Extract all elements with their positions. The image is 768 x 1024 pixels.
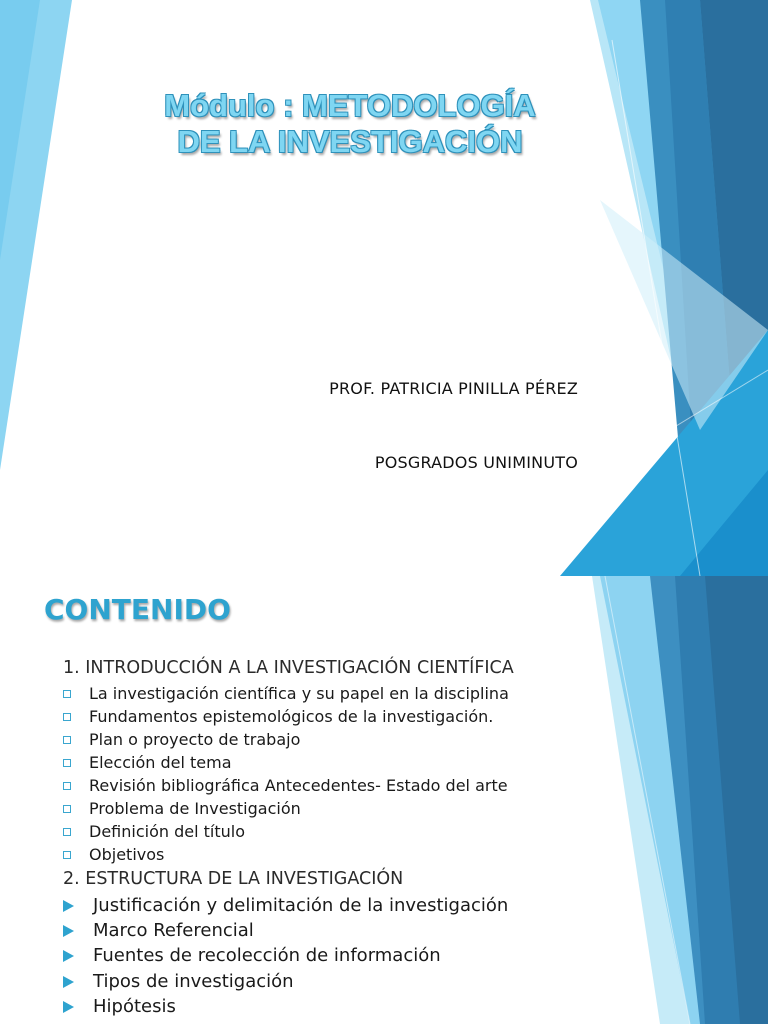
list-item-text: Fuentes de recolección de información xyxy=(93,945,441,966)
list-item xyxy=(63,707,493,726)
list-item xyxy=(63,822,245,841)
square-bullet-icon xyxy=(63,828,71,836)
list-item-text: Revisión bibliográfica Antecedentes- Estado del arte xyxy=(89,776,508,795)
list-item-text: Definición del título xyxy=(89,822,245,841)
professor-name: PROF. PATRICIA PINILLA PÉREZ xyxy=(329,379,578,398)
section-1-heading: 1. INTRODUCCIÓN A LA INVESTIGACIÓN CIENTÍFICA xyxy=(63,658,514,678)
list-item xyxy=(63,845,164,864)
section-2-heading: 2. ESTRUCTURA DE LA INVESTIGACIÓN xyxy=(63,869,404,889)
list-item-text: Fundamentos epistemológicos de la investigación. xyxy=(89,707,494,726)
list-item xyxy=(63,799,301,818)
presentation-title xyxy=(130,88,570,160)
square-bullet-icon xyxy=(63,805,71,813)
list-item-text: Elección del tema xyxy=(89,753,232,772)
contents-heading: CONTENIDO xyxy=(44,593,231,626)
list-item xyxy=(63,971,294,992)
content-slide xyxy=(0,576,768,1024)
list-item-text: Marco Referencial xyxy=(93,920,254,941)
title-line-1: Módulo : METODOLOGÍA xyxy=(164,88,536,123)
square-bullet-icon xyxy=(63,782,71,790)
list-item-text: La investigación científica y su papel en la disciplina xyxy=(89,684,509,703)
list-item xyxy=(63,730,300,749)
list-item-text: Justificación y delimitación de la investigación xyxy=(93,895,509,916)
list-item xyxy=(63,776,508,795)
triangle-bullet-icon xyxy=(63,900,74,912)
triangle-bullet-icon xyxy=(63,1001,74,1013)
list-item-text: Plan o proyecto de trabajo xyxy=(89,730,301,749)
list-item xyxy=(63,920,254,941)
list-item xyxy=(63,753,232,772)
list-item-text: Hipótesis xyxy=(93,996,176,1017)
list-item-text: Problema de Investigación xyxy=(89,799,301,818)
square-bullet-icon xyxy=(63,851,71,859)
list-item xyxy=(63,684,509,703)
title-line-2: DE LA INVESTIGACIÓN xyxy=(177,124,523,159)
triangle-bullet-icon xyxy=(63,976,74,988)
square-bullet-icon xyxy=(63,690,71,698)
list-item xyxy=(63,945,441,966)
list-item-text: Tipos de investigación xyxy=(93,971,294,992)
square-bullet-icon xyxy=(63,759,71,767)
square-bullet-icon xyxy=(63,713,71,721)
triangle-bullet-icon xyxy=(63,950,74,962)
list-item-text: Objetivos xyxy=(89,845,165,864)
list-item xyxy=(63,996,176,1017)
triangle-bullet-icon xyxy=(63,925,74,937)
list-item xyxy=(63,895,508,916)
square-bullet-icon xyxy=(63,736,71,744)
organization-name: POSGRADOS UNIMINUTO xyxy=(374,453,578,472)
